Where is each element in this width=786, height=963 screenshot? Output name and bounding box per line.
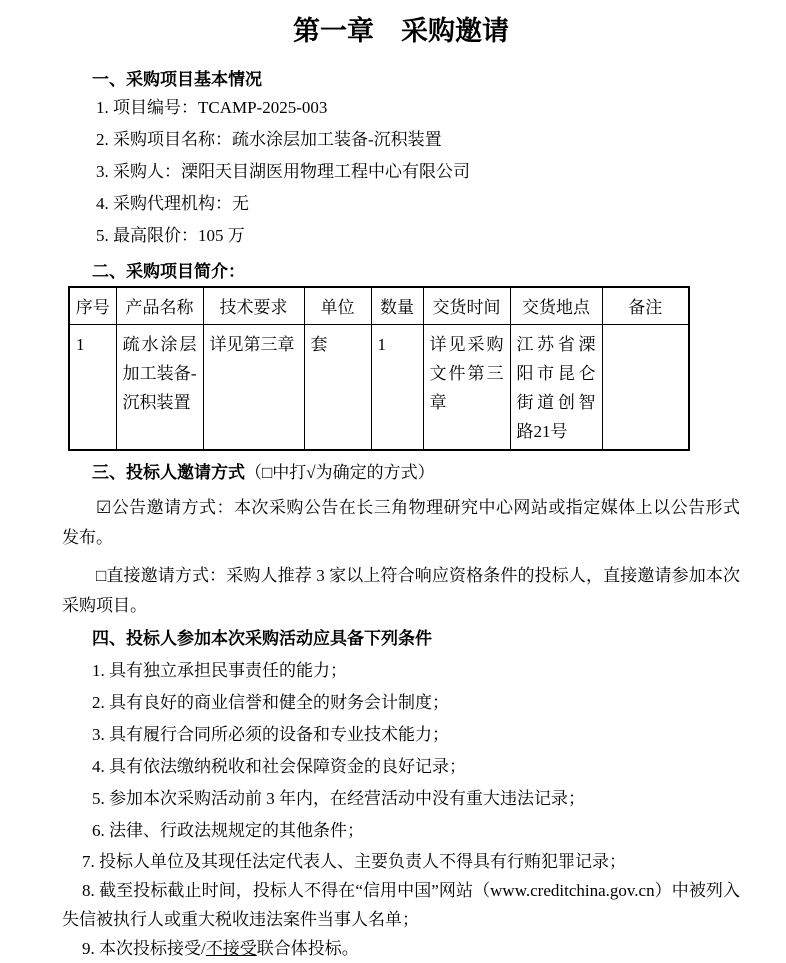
cell-unit: 套: [304, 324, 371, 450]
invitation-option-announcement: [62, 493, 740, 553]
project-name: 2. 采购项目名称：疏水涂层加工装备-沉积装置: [96, 130, 442, 149]
invitation-option-direct-text: 直接邀请方式：采购人推荐 3 家以上符合响应资格条件的投标人，直接邀请参加本次采购项目。: [62, 565, 740, 615]
condition-item-7: 7. 投标人单位及其现任法定代表人、主要负责人不得具有行贿犯罪记录；: [82, 851, 626, 871]
page-title: 第一章 采购邀请: [293, 16, 509, 46]
invitation-option-announcement-text: 公告邀请方式：本次采购公告在长三角物理研究中心网站或指定媒体上以公告形式发布。: [62, 497, 740, 547]
purchaser: 3. 采购人：溧阳天目湖医用物理工程中心有限公司: [96, 162, 470, 181]
condition-item-9: [62, 934, 740, 963]
col-header-qty: 数量: [371, 287, 423, 324]
bidder-conditions-list: [62, 655, 740, 847]
cell-product: 疏水涂层加工装备-沉积装置: [116, 324, 203, 450]
table-header-row: [69, 287, 689, 324]
empty-checkbox-icon: □: [96, 565, 107, 585]
section3-heading-note: （□中打√为确定的方式）: [245, 462, 435, 482]
condition-item-9-underlined: 不接受: [205, 938, 257, 958]
section1-heading: 一、采购项目基本情况: [92, 70, 262, 89]
cell-delivery-place: 江苏省溧阳市昆仑街道创智路21号: [510, 324, 602, 450]
col-header-unit: 单位: [304, 287, 371, 324]
condition-item-9-prefix: 9. 本次投标接受/: [82, 938, 206, 958]
table-row: [69, 324, 689, 450]
col-header-tech: 技术要求: [203, 287, 304, 324]
condition-item: 4. 具有依法缴纳税收和社会保障资金的良好记录；: [92, 756, 466, 776]
condition-item: 5. 参加本次采购活动前 3 年内，在经营活动中没有重大违法记录；: [92, 788, 585, 808]
condition-item: 1. 具有独立承担民事责任的能力；: [92, 660, 347, 680]
section3-heading: [62, 461, 740, 485]
section4-heading: 四、投标人参加本次采购活动应具备下列条件: [92, 628, 432, 648]
col-header-delivery-place: 交货地点: [510, 287, 602, 324]
col-header-delivery-time: 交货时间: [423, 287, 510, 324]
checked-checkbox-icon: ☑: [96, 497, 112, 517]
cell-tech: 详见第三章: [203, 324, 304, 450]
procurement-agency: 4. 采购代理机构：无: [96, 194, 249, 213]
document-page: [0, 14, 786, 956]
cell-seq: 1: [69, 324, 116, 450]
cell-qty: 1: [371, 324, 423, 450]
section2-heading: 二、采购项目简介：: [92, 262, 245, 281]
col-header-product: 产品名称: [116, 287, 203, 324]
condition-item: 2. 具有良好的商业信誉和健全的财务会计制度；: [92, 692, 449, 712]
condition-item: 6. 法律、行政法规规定的其他条件；: [92, 820, 364, 840]
condition-item-9-suffix: 联合体投标。: [256, 938, 359, 958]
max-price: 5. 最高限价：105 万: [96, 226, 245, 245]
cell-remark: [602, 324, 689, 450]
condition-item-8: 8. 截至投标截止时间，投标人不得在“信用中国”网站（www.creditchina.gov.cn）中被列入失信被执行人或重大税收违法案件当事人名单；: [62, 880, 740, 929]
procurement-items-table: [68, 286, 690, 451]
col-header-seq: 序号: [69, 287, 116, 324]
col-header-remark: 备注: [602, 287, 689, 324]
section3-heading-bold: 三、投标人邀请方式: [92, 462, 245, 482]
condition-item: 3. 具有履行合同所必须的设备和专业技术能力；: [92, 724, 449, 744]
project-number: 1. 项目编号：TCAMP-2025-003: [96, 98, 328, 117]
invitation-option-direct: [62, 561, 740, 621]
cell-delivery-time: 详见采购文件第三章: [423, 324, 510, 450]
